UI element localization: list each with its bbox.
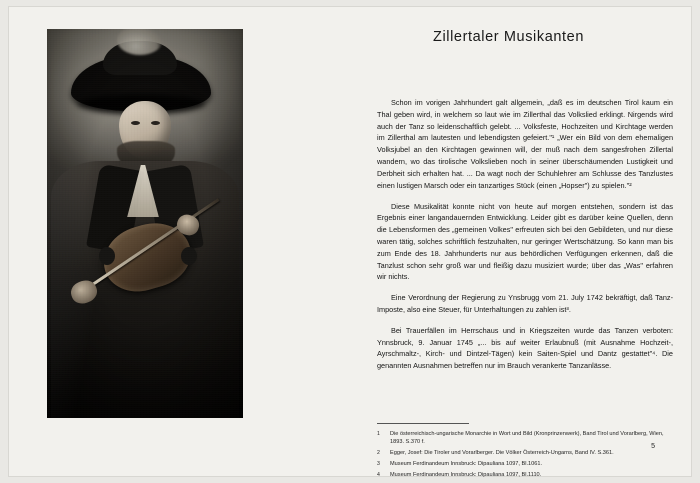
footnote-text: Egger, Josef: Die Tiroler und Vorarlberger. Die Völker Österreich-Ungarns, Band IV. S.361. (390, 449, 614, 456)
footnote-block (377, 431, 677, 483)
footnote-text: Die österreichisch-ungarische Monarchie in Wort und Bild (Kronprinzenwerk), Band Tirol und Vorarlberg, Wien, 1893. S.370 f. (390, 431, 664, 445)
footnote-item (377, 461, 677, 469)
footnote-text: Museum Ferdinandeum Innsbruck: Dipauliana 1097, Bl.1061. (390, 460, 543, 467)
footnote-text: Museum Ferdinandeum Innsbruck: Dipauliana 1097, Bl.1110. (390, 471, 542, 478)
paragraph: Eine Verordnung der Regierung zu Ynsbrugg vom 21. July 1742 bekräftigt, daß Tanz-Imposte, also eine Steuer, für Unterhaltungen zu zahlen ist³. (377, 293, 673, 314)
footnote-number: 4 (377, 471, 380, 478)
paragraph: Schon im vorigen Jahrhundert galt allgemein, „daß es im deutschen Tirol kaum ein Thal geben wird, in welchem so laut wie im Zillerthal das Volkslied erklingt. Nirgends wird auch der Tanz so leidenschaftlich gelebt. ... Volksfeste, Hochzeiten und Kirchtage werden im Zillerthal am lautesten und lebendigsten gefeiert."¹ „Wer ein Bild von dem ehemaligen Volksjubel an den Kirchtagen gewinnen will, der muß nach dem sangesfrohen Zillertal wandern, wo das tirolische Volkslieben noch in seiner überschäumenden Lustigkeit und Derbheit sich erhalten hat. ... Da wagt noch der Schuhlehrer am Schlusse des Tanzlustes einen lustigen Marsch oder ein tanzartiges Stück (einen „Hopser") zu spielen."² (377, 98, 673, 190)
footnote-number: 3 (377, 460, 380, 467)
paragraph: Diese Musikalität konnte nicht von heute auf morgen entstehen, sondern ist das Ergebnis einer langandauernden Entwicklung. Leider gibt es darüber keine Quellen, denn die Lebensformen des „gemeinen Volkes" erfreuten sich bei den Gebildeten, und nur diese waren tätig, solches schriftlich festzuhalten, nur geringer Wertschätzung. So kann man bis zum Ende des 18. Jahrhunderts nur aus behördlichen Verfügungen erkennen, daß die Tanzlust schon sehr groß war und fleißig dazu musiziert wurde; über das „Was" erfahren wir nichts. (377, 201, 673, 282)
page-title: Zillertaler Musikanten (433, 29, 584, 45)
body-text (377, 97, 673, 381)
violin-waist-right (181, 247, 197, 265)
footnote-number: 2 (377, 449, 380, 456)
eye-right (151, 121, 160, 125)
footnote-item (377, 431, 677, 447)
photograph-violinist (47, 29, 243, 418)
violin-waist-left (99, 247, 115, 265)
page-number: 5 (651, 443, 655, 450)
footnote-number: 1 (377, 431, 380, 437)
footnote-item (377, 472, 677, 480)
footnote-divider (377, 423, 469, 424)
footnote-item (377, 450, 677, 458)
eye-left (131, 121, 140, 125)
photo-figure (47, 29, 243, 418)
paragraph: Bei Trauerfällen im Herrschaus und in Kriegszeiten wurde das Tanzen verboten: Ynnsbruck, 9. Januar 1745 „... bis auf weiter Erlaubnuß (mit Ausnahme Hochzeit-, Ayrschmaltz-, Kirch- und Dintzel-Tägen) kein Saiten-Spiel und Dantz gestattet"⁴. Die genannten Ausnahmen betreffen nur im Brauch verankerte Tanzanlässe. (377, 325, 673, 371)
page-surface (8, 6, 692, 477)
